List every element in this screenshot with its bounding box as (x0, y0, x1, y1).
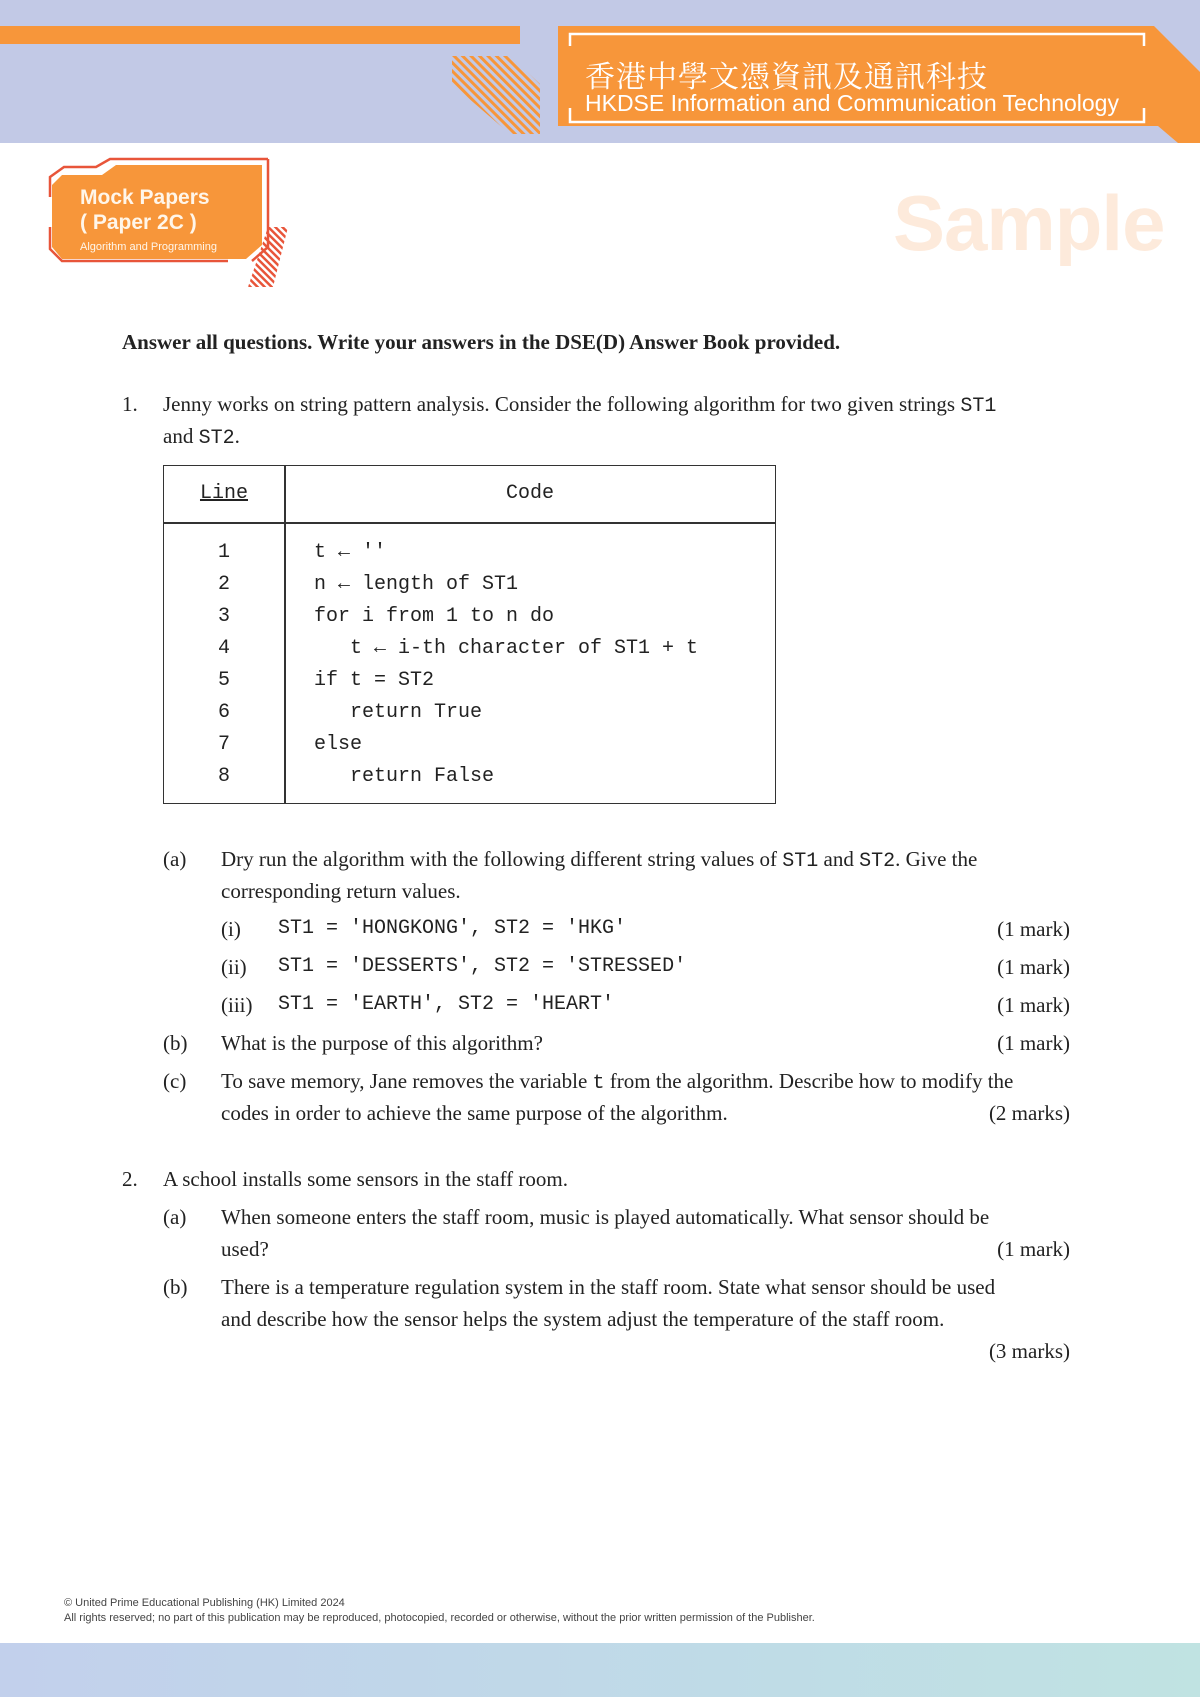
q1a-text-line2: corresponding return values. (221, 879, 461, 903)
q2b-text-line1: There is a temperature regulation system in the staff room. State what sensor should be used (221, 1275, 996, 1299)
q1a-iii-marks: (1 mark) (997, 993, 1070, 1017)
q1a-ii-code: ST1 = 'DESSERTS', ST2 = 'STRESSED' (278, 955, 687, 978)
sample-watermark: Sample (893, 179, 1165, 267)
code-line: return False (314, 765, 495, 788)
instruction: Answer all questions. Write your answers in the DSE(D) Answer Book provided. (122, 330, 841, 354)
q1a-i-code: ST1 = 'HONGKONG', ST2 = 'HKG' (278, 917, 627, 940)
badge-subtitle: Algorithm and Programming (80, 241, 217, 253)
q1c-marks: (2 marks) (988, 1101, 1070, 1125)
footer-copyright: © United Prime Educational Publishing (HK) Limited 2024 (64, 1597, 345, 1609)
q2-intro: A school installs some sensors in the staff room. (163, 1167, 568, 1191)
q1a-i-marks: (1 mark) (997, 917, 1070, 941)
q2b-marks: (3 marks) (988, 1339, 1070, 1363)
code-line: t ← i-th character of ST1 + t (314, 637, 699, 660)
q2a-text-line2: used? (221, 1237, 269, 1261)
table-header-line: Line (199, 482, 248, 505)
table-column-divider (284, 466, 286, 803)
header-orange-stripe (0, 26, 520, 44)
code-line-number: 8 (217, 765, 230, 788)
badge-title-line2: ( Paper 2C ) (80, 211, 197, 234)
q2b-text-line2: and describe how the sensor helps the system adjust the temperature of the staff room. (221, 1307, 945, 1331)
header-title-english: HKDSE Information and Communication Technology (585, 90, 1119, 116)
q1a-label: (a) (163, 847, 187, 871)
q1c-text-line1: To save memory, Jane removes the variable t from the algorithm. Describe how to modify the (221, 1069, 1014, 1095)
code-line-number: 4 (217, 637, 230, 660)
q1a-iii-label: (iii) (221, 993, 253, 1017)
q1c-label: (c) (163, 1069, 187, 1093)
table-header-divider (164, 522, 775, 524)
q2-number: 2. (122, 1167, 138, 1191)
q1b-marks: (1 mark) (997, 1031, 1070, 1055)
q1b-text: What is the purpose of this algorithm? (221, 1031, 543, 1055)
algorithm-code-table (163, 465, 776, 804)
footer-rights: All rights reserved; no part of this publication may be reproduced, photocopied, recorded or otherwise, without the prior written permission of the Publisher. (64, 1612, 815, 1624)
q1a-ii-label: (ii) (221, 955, 247, 979)
badge-title-line1: Mock Papers (80, 186, 210, 209)
q1-number: 1. (122, 392, 138, 416)
q1a-iii-code: ST1 = 'EARTH', ST2 = 'HEART' (278, 993, 615, 1016)
footer-band (0, 1643, 1200, 1697)
header-hatch-decoration (440, 44, 550, 139)
code-line: return True (314, 701, 483, 724)
code-line: else (314, 733, 363, 756)
q2b-label: (b) (163, 1275, 188, 1299)
q1-intro-line1: Jenny works on string pattern analysis. Consider the following algorithm for two given strings ST1 (163, 392, 997, 418)
code-line: for i from 1 to n do (314, 605, 555, 628)
q2a-text-line1: When someone enters the staff room, music is played automatically. What sensor should be (221, 1205, 990, 1229)
code-line: if t = ST2 (314, 669, 435, 692)
q1b-label: (b) (163, 1031, 188, 1055)
code-line-number: 3 (217, 605, 230, 628)
header-title-chinese: 香港中學文憑資訊及通訊科技 (585, 61, 988, 94)
q1a-ii-marks: (1 mark) (997, 955, 1070, 979)
q1c-text-line2: codes in order to achieve the same purpose of the algorithm. (221, 1101, 728, 1125)
q1a-text-line1: Dry run the algorithm with the following different string values of ST1 and ST2. Give the (221, 847, 978, 873)
table-header-code: Code (505, 482, 554, 505)
q2a-marks: (1 mark) (997, 1237, 1070, 1261)
q1-intro-line2: and ST2. (163, 424, 240, 450)
code-line-number: 6 (217, 701, 230, 724)
code-line: n ← length of ST1 (314, 573, 519, 596)
code-line-number: 7 (217, 733, 230, 756)
code-line-number: 2 (217, 573, 230, 596)
code-line-number: 1 (217, 541, 230, 564)
code-line-number: 5 (217, 669, 230, 692)
q2a-label: (a) (163, 1205, 187, 1229)
q1a-i-label: (i) (221, 917, 241, 941)
code-line: t ← '' (314, 541, 387, 564)
